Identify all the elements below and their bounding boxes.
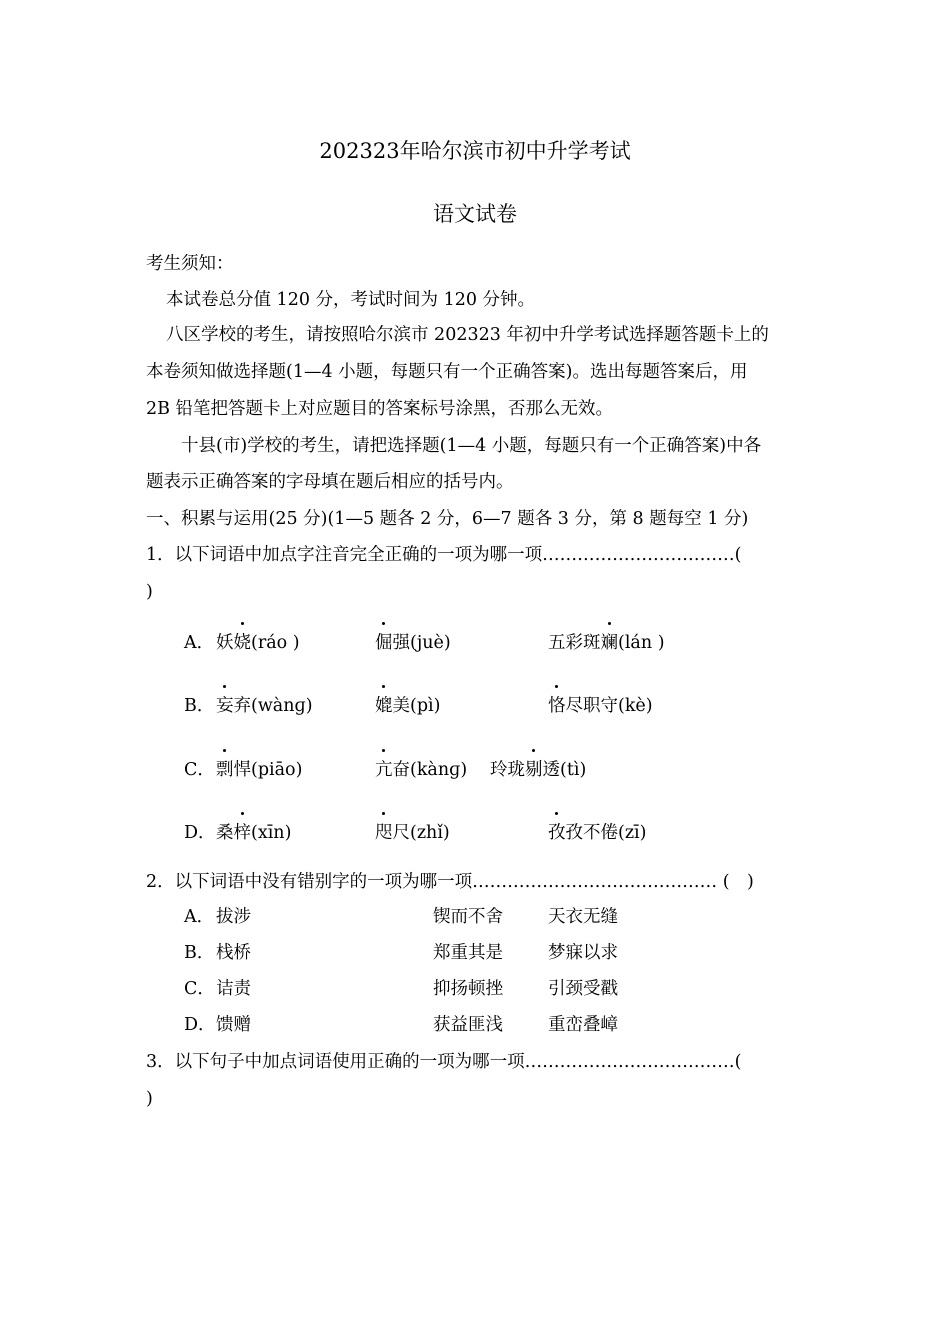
emphasis-dot-char: 恪 — [548, 696, 566, 716]
emphasis-dot-char: 倔 — [375, 633, 393, 653]
emphasis-dot-char: 斓 — [600, 633, 618, 653]
emphasis-dot-char: 咫 — [375, 823, 393, 843]
emphasis-dot-char: 剔 — [525, 760, 543, 780]
question-3-stem: 3．以下句子中加点词语使用正确的一项为哪一项………………………………( — [146, 1052, 742, 1072]
q1-option-b-word-3: 恪尽职守(kè) — [548, 696, 653, 716]
q1-option-b-word-1: 妄弃(wànɡ) — [216, 696, 313, 716]
q1-option-d-label: D． — [184, 823, 216, 843]
emphasis-dot-char: 孜 — [548, 823, 566, 843]
q2-option-b-word-2: 郑重其是 — [433, 943, 503, 963]
q1-option-b-label: B． — [184, 696, 215, 716]
question-2-stem: 2．以下词语中没有错别字的一项为哪一项…………………………………… ( ) — [146, 872, 754, 892]
q2-option-a-word-2: 锲而不舍 — [433, 907, 503, 927]
q2-option-b-word-1: 栈桥 — [216, 943, 251, 963]
q2-option-c-word-3: 引颈受戳 — [548, 979, 618, 999]
q1-option-c-label: C． — [184, 760, 215, 780]
q2-option-c-word-1: 诘责 — [216, 979, 251, 999]
notice-paragraph: 本卷须知做选择题(1—4 小题，每题只有一个正确答案)。选出每题答案后，用 — [146, 362, 748, 382]
emphasis-dot-char: 剽 — [216, 760, 234, 780]
question-1-stem: 1．以下词语中加点字注音完全正确的一项为哪一项……………………………( — [146, 545, 742, 565]
q2-option-d-word-2: 获益匪浅 — [433, 1015, 503, 1035]
q2-option-d-word-3: 重峦叠嶂 — [548, 1015, 618, 1035]
notice-paragraph: 本试卷总分值 120 分，考试时间为 120 分钟。 — [166, 290, 536, 310]
q1-option-a-word-2: 倔强(juè) — [375, 633, 451, 653]
notice-paragraph: 八区学校的考生，请按照哈尔滨市 202323 年初中升学考试选择题答题卡上的 — [166, 325, 769, 345]
emphasis-dot-char: 娆 — [233, 633, 251, 653]
q1-option-a-word-3: 五彩斑斓(lán ) — [548, 633, 665, 653]
q2-option-a-word-1: 拔涉 — [216, 907, 251, 927]
q1-option-a-label: A． — [184, 633, 215, 653]
q1-option-d-word-3: 孜孜不倦(zī) — [548, 823, 647, 843]
emphasis-dot-char: 妄 — [216, 696, 234, 716]
q1-option-d-word-1: 桑梓(xīn) — [216, 823, 292, 843]
q1-option-a-word-1: 妖娆(ráo ) — [216, 633, 300, 653]
emphasis-dot-char: 梓 — [233, 823, 251, 843]
page-subtitle: 语文试卷 — [433, 202, 517, 226]
notice-paragraph: 2B 铅笔把答题卡上对应题目的答案标号涂黑，否那么无效。 — [146, 399, 614, 419]
question-3-bracket-close: ) — [146, 1089, 153, 1109]
notice-paragraph: 十县(市)学校的考生，请把选择题(1—4 小题，每题只有一个正确答案)中各 — [181, 436, 762, 456]
q1-option-d-word-2: 咫尺(zhǐ) — [375, 823, 450, 843]
q2-option-b-word-3: 梦寐以求 — [548, 943, 618, 963]
q1-option-c-word-3: 玲珑剔透(tì) — [490, 760, 587, 780]
question-1-bracket-close: ) — [146, 582, 153, 602]
q2-option-a-word-3: 天衣无缝 — [548, 907, 618, 927]
q2-option-c-label: C． — [184, 979, 215, 999]
emphasis-dot-char: 亢 — [375, 760, 393, 780]
q2-option-a-label: A． — [184, 907, 215, 927]
q1-option-b-word-2: 媲美(pì) — [375, 696, 441, 716]
q1-option-c-word-1: 剽悍(piāo) — [216, 760, 303, 780]
notice-heading: 考生须知： — [146, 254, 234, 274]
section-heading: 一、积累与运用(25 分)(1—5 题各 2 分，6—7 题各 3 分，第 8 题每空 1 分) — [146, 509, 749, 529]
q2-option-d-label: D． — [184, 1015, 216, 1035]
q2-option-b-label: B． — [184, 943, 215, 963]
q2-option-c-word-2: 抑扬顿挫 — [433, 979, 503, 999]
q1-option-c-word-2: 亢奋(kànɡ) — [375, 760, 468, 780]
page-title: 202323年哈尔滨市初中升学考试 — [319, 139, 631, 163]
emphasis-dot-char: 媲 — [375, 696, 393, 716]
q2-option-d-word-1: 馈赠 — [216, 1015, 251, 1035]
notice-paragraph: 题表示正确答案的字母填在题后相应的括号内。 — [146, 472, 514, 492]
